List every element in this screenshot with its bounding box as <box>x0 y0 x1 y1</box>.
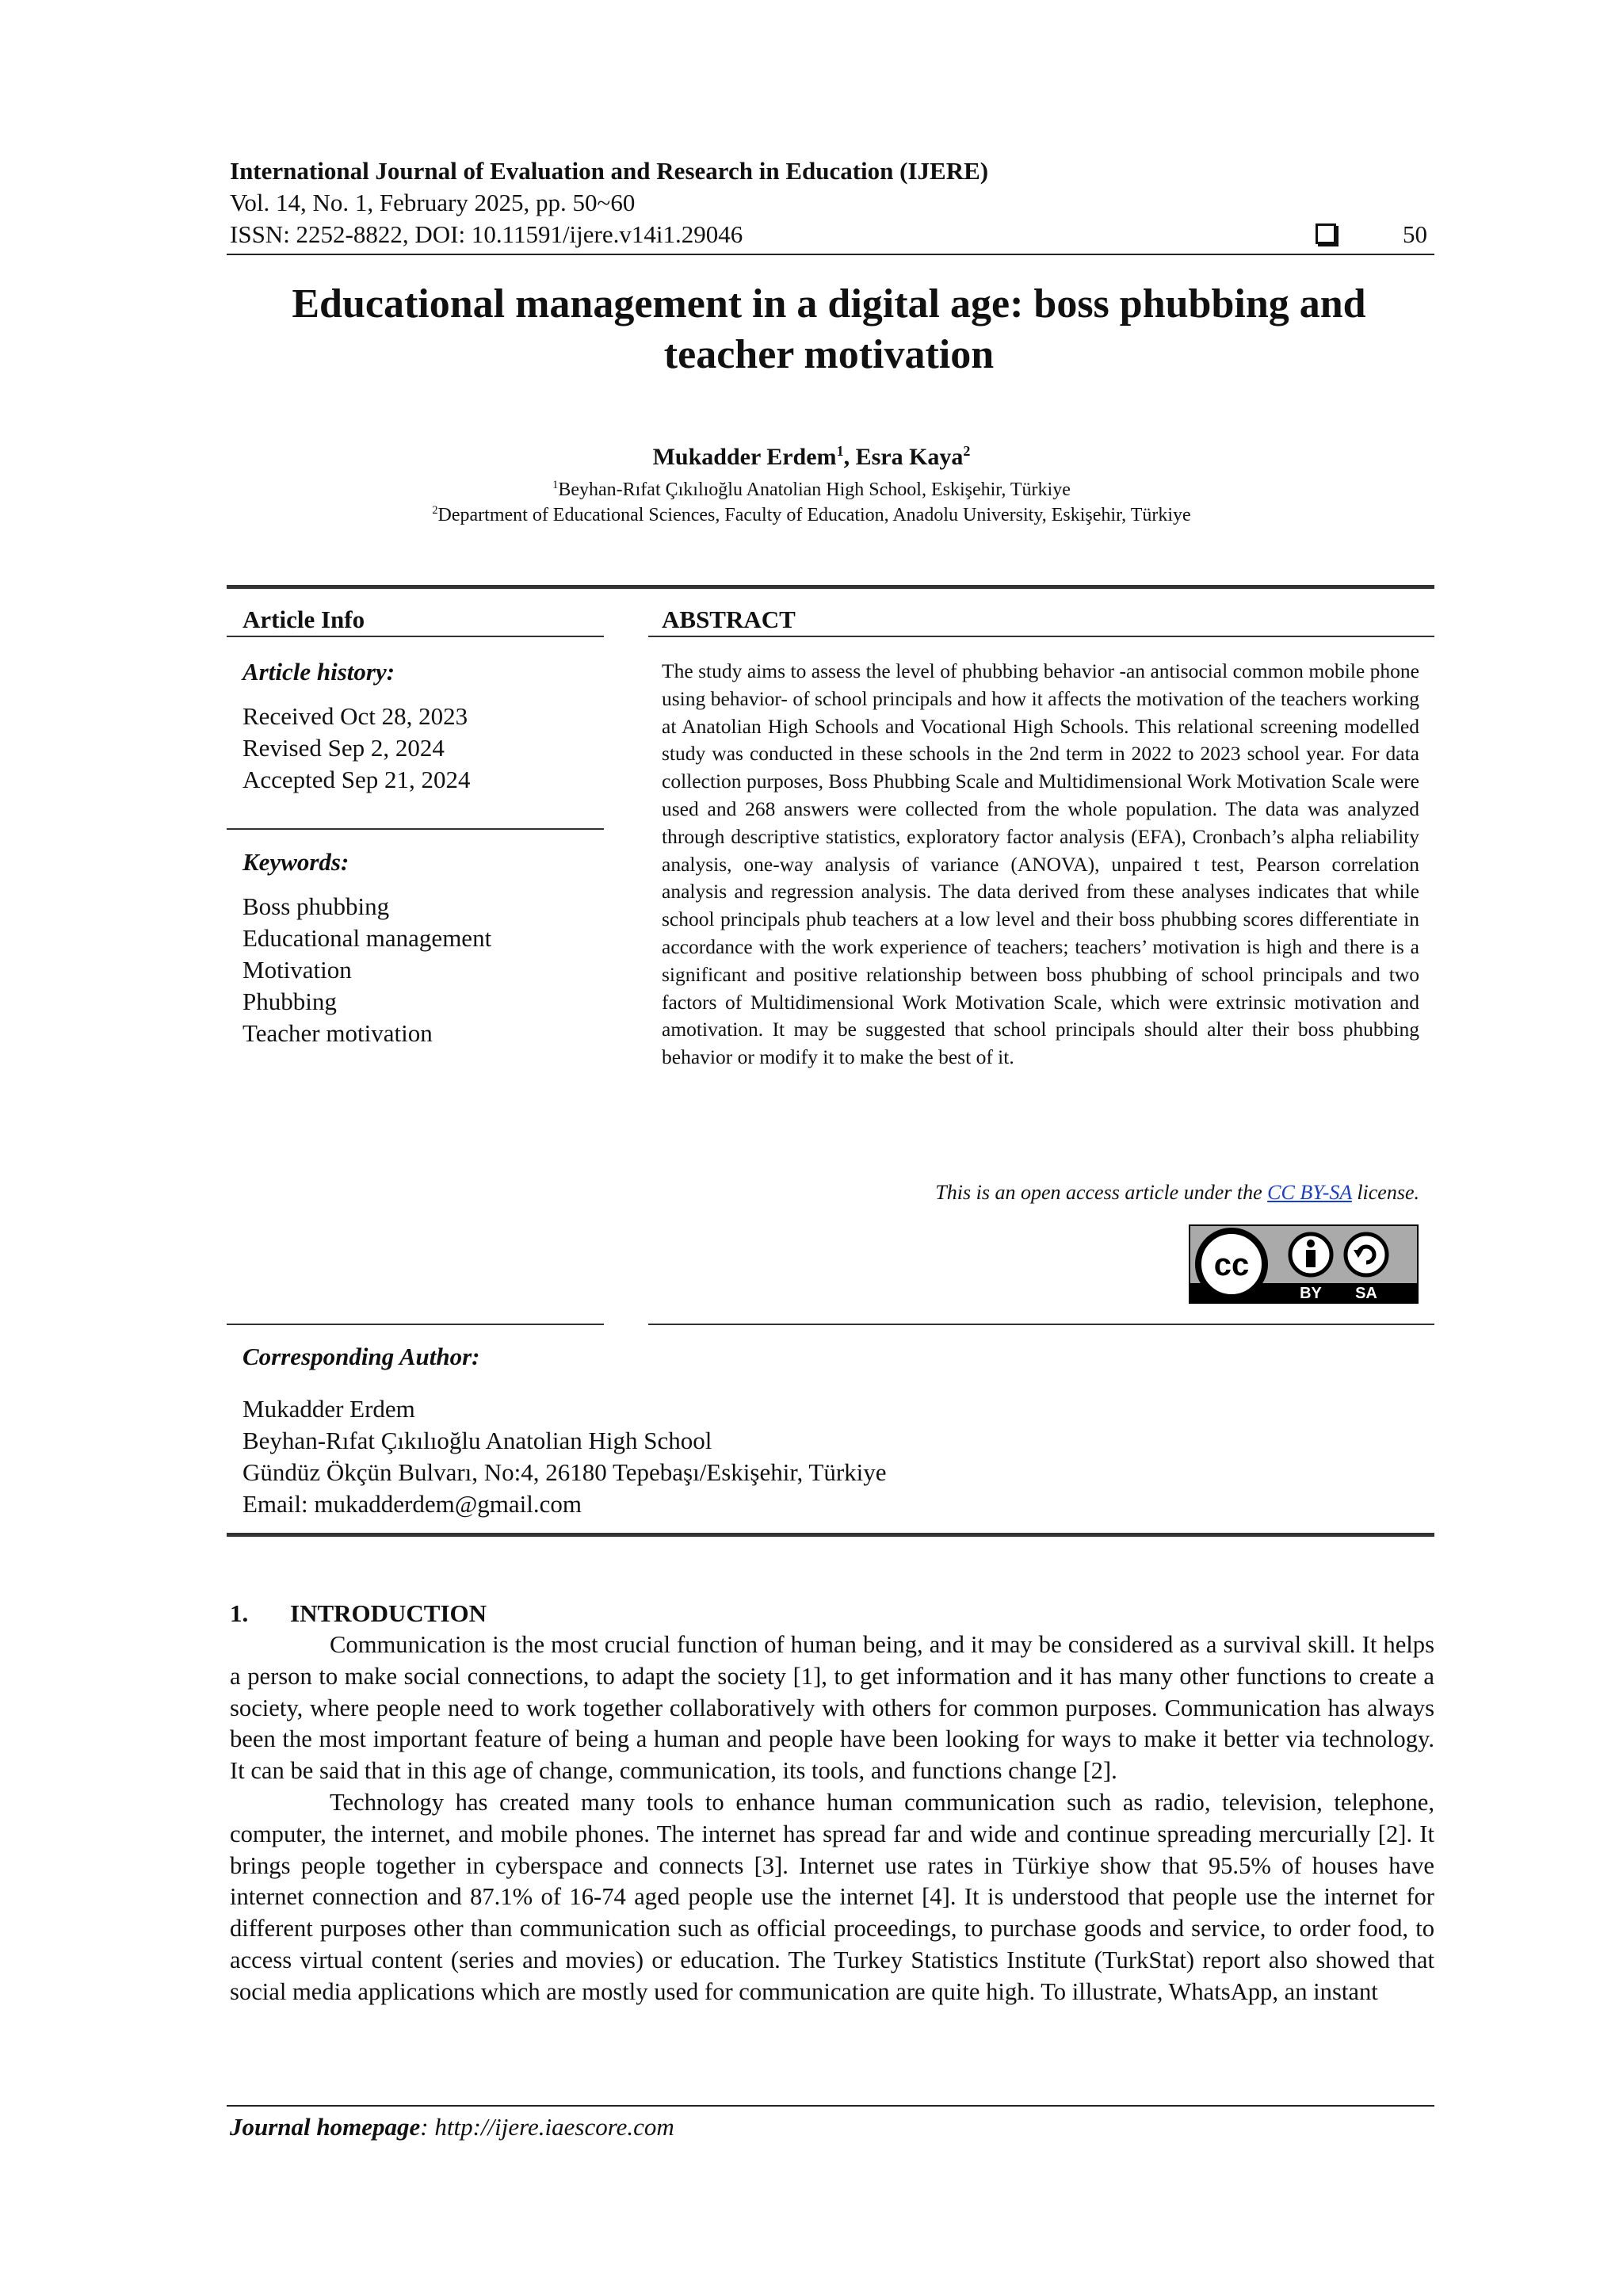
article-info-rule <box>227 636 604 637</box>
abstract-text: The study aims to assess the level of phubbing behavior -an antisocial common mobile phone using behavior- of school principals and how it affects the motivation of the teachers working at Anatolian High Schools and Vocational High Schools. This relational screening modelled study was conducted in these schools in the 2nd term in 2022 to 2023 school year. For data collection purposes, Boss Phubbing Scale and Multidimensional Work Motivation Scale were used and 268 answers were collected from the whole population. The data was analyzed through descriptive statistics, exploratory factor analysis (EFA), Cronbach’s alpha reliability analysis, one-way analysis of variance (ANOVA), unpaired t test, Pearson correlation analysis and regression analysis. The data derived from these analyses indicates that while school principals phub teachers at a low level and their boss phubbing scores differentiate in accordance with the work experience of teachers; teachers’ motivation is high and there is a significant and positive relationship between boss phubbing of school principals and two factors of Multidimensional Work Motivation Scale, which were extrinsic motivation and amotivation. It may be suggested that school principals should alter their boss phubbing behavior or modify it to make the best of it. <box>662 659 1419 1069</box>
affiliation-1-sup: 1 <box>552 479 559 491</box>
corresponding-details <box>242 1393 887 1520</box>
affiliation-2 <box>0 502 1623 528</box>
info-box-bottom-rule <box>227 1533 1434 1537</box>
corresponding-heading: Corresponding Author: <box>242 1343 480 1370</box>
keyword-item: Boss phubbing <box>242 892 390 920</box>
checkbox-square-icon <box>1316 223 1336 244</box>
cc-text: cc <box>1213 1247 1250 1282</box>
author-list <box>0 444 1623 471</box>
keywords-list <box>242 891 591 1049</box>
journal-issn-doi: ISSN: 2252-8822, DOI: 10.11591/ijere.v14i1.29046 <box>230 220 743 248</box>
affiliation-1 <box>0 477 1623 502</box>
section-number: 1. <box>230 1599 249 1627</box>
homepage-label: Journal homepage <box>230 2113 421 2141</box>
journal-name: International Journal of Evaluation and Research in Education (IJERE) <box>230 157 989 185</box>
abstract-rule <box>648 636 1434 637</box>
corresponding-email: Email: mukadderdem@gmail.com <box>242 1490 582 1518</box>
author-1-sup: 1 <box>836 443 844 459</box>
cc-by-text: BY <box>1300 1285 1322 1302</box>
paper-title <box>190 279 1468 380</box>
author-separator: , <box>843 444 856 470</box>
cc-by-sa-badge-icon[interactable] <box>1189 1224 1419 1304</box>
author-2-sup: 2 <box>963 443 971 459</box>
body-paragraph: Communication is the most crucial function of human being, and it may be considered as a survival skill. It helps a person to make social connections, to adapt the society [1], to get information and it has many other functions to create a society, where people need to work together collaboratively with others for common purposes. Communication has always been the most important feature of being a human and people have been looking for ways to make it better via technology. It can be said that in this age of change, communication, its tools, and functions change [2]. <box>230 1631 1434 1785</box>
license-prefix: This is an open access article under the <box>935 1181 1268 1204</box>
title-line-2: teacher motivation <box>663 332 995 377</box>
affiliation-2-text: Department of Educational Sciences, Faculty of Education, Anadolu University, Eskişehir, Türkiye <box>437 505 1191 525</box>
history-accepted: Accepted Sep 21, 2024 <box>242 766 471 793</box>
header-rule <box>227 254 1434 255</box>
cc-badge-graphic <box>1190 1226 1417 1302</box>
article-info-heading: Article Info <box>242 606 365 633</box>
journal-homepage <box>230 2111 674 2143</box>
section-title: INTRODUCTION <box>290 1599 487 1627</box>
affiliation-1-text: Beyhan-Rıfat Çıkılıoğlu Anatolian High School, Eskişehir, Türkiye <box>558 479 1071 500</box>
section-heading-introduction <box>230 1598 487 1629</box>
keyword-item: Motivation <box>242 956 352 984</box>
keyword-item: Phubbing <box>242 988 337 1015</box>
article-history-heading: Article history: <box>242 658 395 686</box>
body-paragraph: Technology has created many tools to enhance human communication such as radio, television, telephone, computer, the internet, and mobile phones. The internet has spread far and wide and continue spreading mercurially [2]. It brings people together in cyberspace and connects [3]. Internet use rates in Türkiye show that 95.5% of houses have internet connection and 87.1% of 16-74 aged people use the internet [4]. It is understood that people use the internet for different purposes other than communication such as official proceedings, to purchase goods and service, to order food, to access virtual content (series and movies) or education. The Turkey Statistics Institute (TurkStat) report also showed that social media applications which are mostly used for communication are quite high. To illustrate, WhatsApp, an instant <box>230 1788 1434 2005</box>
author-1: Mukadder Erdem <box>652 444 837 470</box>
history-revised: Revised Sep 2, 2024 <box>242 734 445 762</box>
cc-sa-text: SA <box>1355 1285 1377 1302</box>
abstract-bottom-rule <box>648 1324 1434 1325</box>
history-rule <box>227 828 604 830</box>
page-number: 50 <box>1403 220 1427 248</box>
license-statement <box>662 1181 1419 1205</box>
homepage-url[interactable]: : http://ijere.iaescore.com <box>420 2113 674 2141</box>
keyword-item: Teacher motivation <box>242 1019 433 1047</box>
corresponding-institution: Beyhan-Rıfat Çıkılıoğlu Anatolian High School <box>242 1427 712 1454</box>
affiliation-2-sup: 2 <box>432 504 438 517</box>
title-line-1: Educational management in a digital age: boss phubbing and <box>292 281 1366 327</box>
journal-volume: Vol. 14, No. 1, February 2025, pp. 50~60 <box>230 189 636 216</box>
article-history-list <box>242 701 591 796</box>
abstract-heading: ABSTRACT <box>662 606 796 633</box>
footer-rule <box>227 2105 1434 2107</box>
keywords-heading: Keywords: <box>242 848 349 876</box>
corresponding-name: Mukadder Erdem <box>242 1395 415 1423</box>
info-box-top-rule <box>227 585 1434 589</box>
license-suffix: license. <box>1351 1181 1419 1204</box>
history-received: Received Oct 28, 2023 <box>242 702 468 730</box>
keyword-item: Educational management <box>242 924 492 952</box>
author-2: Esra Kaya <box>855 444 964 470</box>
left-col-bottom-rule <box>227 1324 604 1325</box>
corresponding-address: Gündüz Ökçün Bulvarı, No:4, 26180 Tepebaşı/Eskişehir, Türkiye <box>242 1458 887 1486</box>
cc-by-sa-link[interactable]: CC BY-SA <box>1267 1181 1352 1204</box>
introduction-body <box>230 1629 1434 2008</box>
